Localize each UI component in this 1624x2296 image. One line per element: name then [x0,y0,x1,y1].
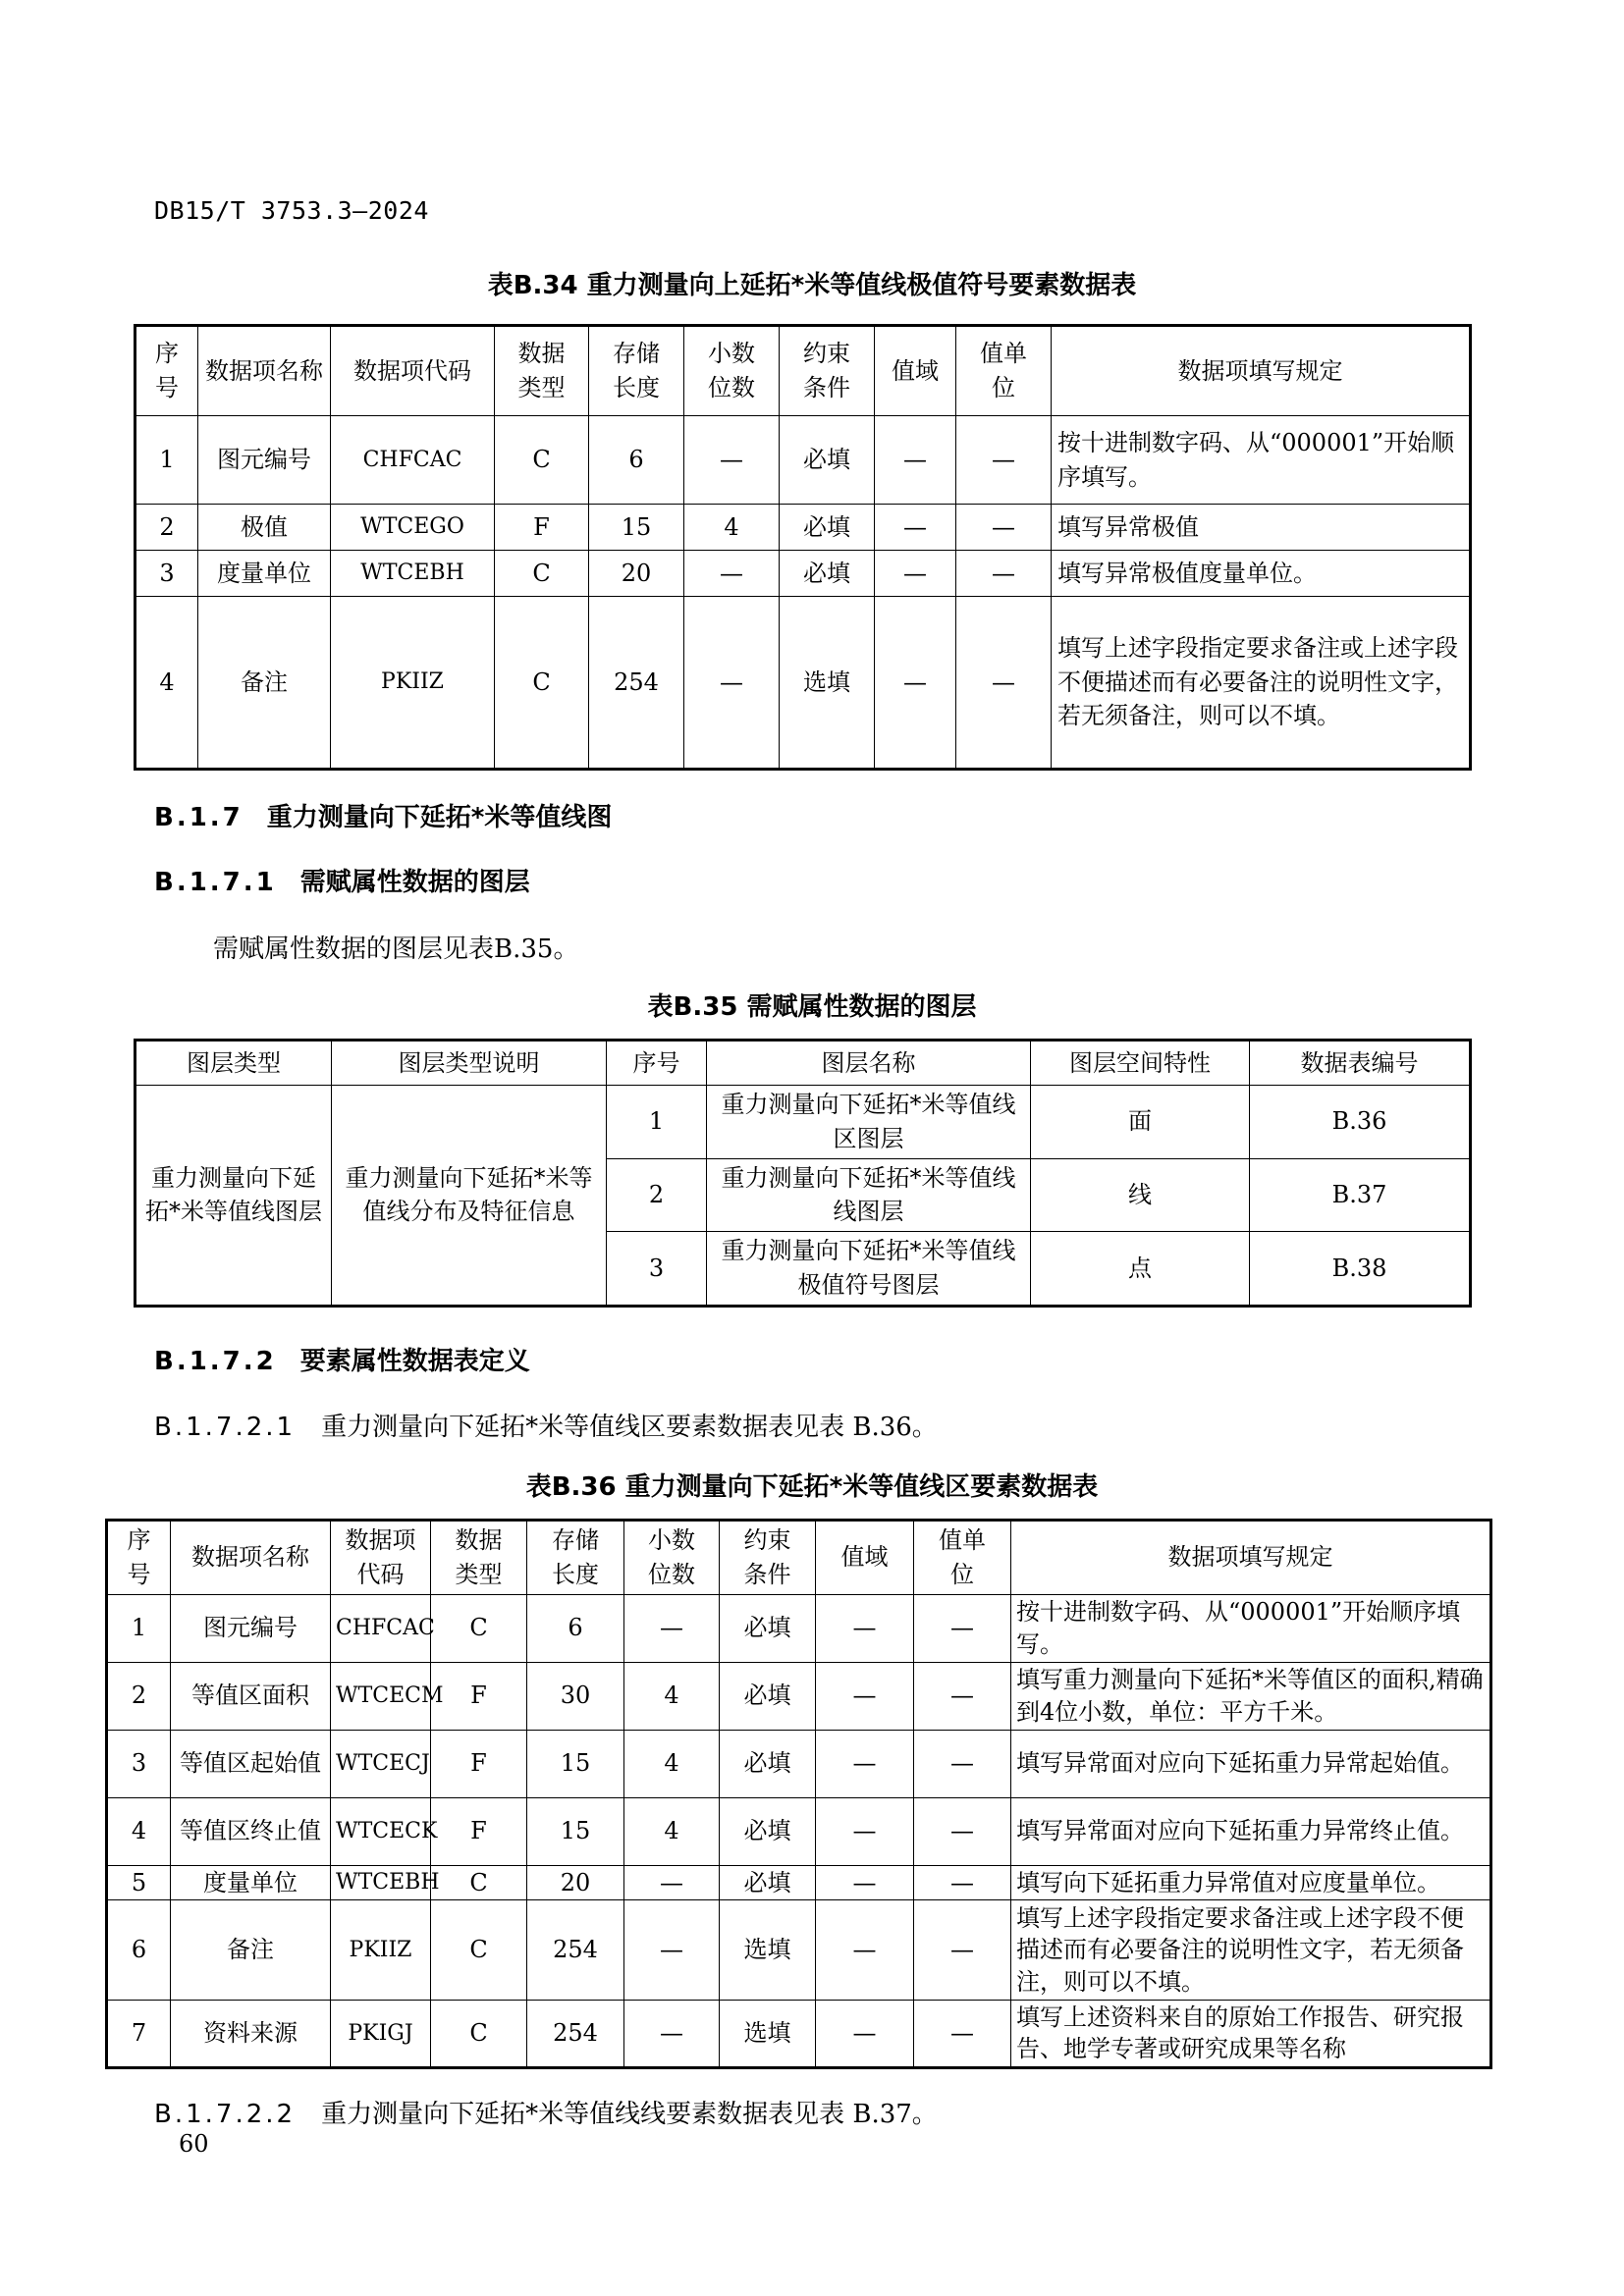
table-cell: 必填 [720,1594,816,1662]
column-header: 图层空间特性 [1031,1041,1250,1086]
column-header: 存储 长度 [589,326,684,416]
table-cell: 2 [107,1662,171,1730]
column-header: 数据项填写规定 [1011,1521,1491,1595]
layer-description-cell: 重力测量向下延拓*米等值线分布及特征信息 [332,1086,607,1307]
table-row [107,1899,1491,2000]
table-cell: 4 [624,1662,720,1730]
column-header: 序 号 [135,326,198,416]
table-cell: 15 [527,1797,624,1865]
column-header: 数据项填写规定 [1052,326,1471,416]
table-cell: — [624,1899,720,2000]
table-cell: 按十进制数字码、从“000001”开始顺序填写。 [1011,1594,1491,1662]
paragraph-b171: 需赋属性数据的图层见表B.35。 [213,934,579,964]
table-cell: 254 [527,2000,624,2067]
table-b34 [134,324,1472,771]
table-cell: 20 [589,551,684,597]
table-cell: 必填 [720,1797,816,1865]
table-cell: — [816,2000,914,2067]
table-b35-caption: 表B.35 需赋属性数据的图层 [647,992,977,1022]
table-row [107,2000,1491,2067]
table-row [107,1865,1491,1899]
table-cell: 4 [624,1797,720,1865]
table-cell: — [816,1865,914,1899]
table-cell: F [431,1730,527,1797]
table-cell: — [875,597,956,770]
table-b36 [105,1519,1492,2069]
table-cell: 图元编号 [198,416,331,505]
table-cell: 4 [107,1797,171,1865]
table-cell: — [914,1594,1011,1662]
table-cell: 填写向下延拓重力异常值对应度量单位。 [1011,1865,1491,1899]
section-title: 要素属性数据表定义 [299,1347,530,1376]
table-cell: PKIGJ [331,2000,431,2067]
table-cell: F [431,1797,527,1865]
table-cell: CHFCAC [331,1594,431,1662]
table-cell: C [431,1594,527,1662]
table-cell: — [914,1865,1011,1899]
table-cell: 重力测量向下延拓*米等值线极值符号图层 [707,1232,1031,1307]
section-text: 重力测量向下延拓*米等值线线要素数据表见表 B.37。 [321,2100,938,2129]
section-number: B.1.7.2.1 [154,1413,297,1442]
table-cell: 3 [607,1232,707,1307]
table-cell: — [914,2000,1011,2067]
table-cell: 度量单位 [171,1865,331,1899]
table-cell: 填写异常面对应向下延拓重力异常终止值。 [1011,1797,1491,1865]
table-cell: 254 [527,1899,624,2000]
table-row [135,416,1471,505]
table-cell: 填写重力测量向下延拓*米等值区的面积,精确到4位小数，单位：平方千米。 [1011,1662,1491,1730]
table-cell: 线 [1031,1158,1250,1232]
table-cell: 填写异常面对应向下延拓重力异常起始值。 [1011,1730,1491,1797]
column-header: 图层类型说明 [332,1041,607,1086]
column-header: 图层类型 [135,1041,332,1086]
layer-type-cell: 重力测量向下延拓*米等值线图层 [135,1086,332,1307]
table-cell: 4 [624,1730,720,1797]
table-cell: F [495,505,589,551]
column-header: 值域 [816,1521,914,1595]
table-cell: 等值区起始值 [171,1730,331,1797]
column-header: 值单 位 [956,326,1052,416]
table-cell: — [956,505,1052,551]
table-cell: 选填 [720,1899,816,2000]
column-header: 数据项 代码 [331,1521,431,1595]
table-cell: WTCECJ [331,1730,431,1797]
table-cell: — [914,1899,1011,2000]
section-text: 重力测量向下延拓*米等值线区要素数据表见表 B.36。 [321,1413,938,1442]
table-cell: 必填 [780,551,875,597]
page-number: 60 [179,2130,209,2158]
table-cell: 6 [527,1594,624,1662]
section-b171-heading [154,862,530,898]
table-cell: — [914,1730,1011,1797]
table-cell: C [431,1865,527,1899]
table-b35 [134,1039,1472,1308]
table-cell: PKIIZ [331,597,495,770]
table-cell: 按十进制数字码、从“000001”开始顺序填写。 [1052,416,1471,505]
table-cell: — [816,1797,914,1865]
table-cell: 必填 [720,1662,816,1730]
column-header: 数据项名称 [198,326,331,416]
table-cell: 必填 [780,505,875,551]
table-cell: WTCEGO [331,505,495,551]
column-header: 存储 长度 [527,1521,624,1595]
column-header: 小数 位数 [684,326,780,416]
section-number: B.1.7.1 [154,868,277,897]
section-number: B.1.7.2.2 [154,2100,297,2129]
table-cell: 重力测量向下延拓*米等值线区图层 [707,1086,1031,1159]
column-header: 值单 位 [914,1521,1011,1595]
section-b17-heading [154,797,612,833]
table-cell: — [875,416,956,505]
table-cell: WTCECK [331,1797,431,1865]
table-cell: 3 [107,1730,171,1797]
column-header: 值域 [875,326,956,416]
table-cell: — [816,1662,914,1730]
table-cell: 填写上述字段指定要求备注或上述字段不便描述而有必要备注的说明性文字，若无须备注，则可以不填。 [1011,1899,1491,2000]
table-row [135,505,1471,551]
table-cell: 填写异常极值度量单位。 [1052,551,1471,597]
table-cell: 选填 [720,2000,816,2067]
column-header: 数据 类型 [431,1521,527,1595]
section-number: B.1.7 [154,803,244,832]
table-cell: 20 [527,1865,624,1899]
section-number: B.1.7.2 [154,1347,277,1376]
table-cell: 必填 [780,416,875,505]
table-cell: 15 [589,505,684,551]
table-cell: 选填 [780,597,875,770]
column-header: 小数 位数 [624,1521,720,1595]
table-cell: CHFCAC [331,416,495,505]
table-row [135,551,1471,597]
section-b1722-line [154,2094,938,2130]
table-cell: — [956,597,1052,770]
table-row [107,1594,1491,1662]
table-cell: 1 [135,416,198,505]
table-row [107,1797,1491,1865]
table-cell: 15 [527,1730,624,1797]
section-title: 重力测量向下延拓*米等值线图 [266,803,613,832]
table-cell: — [816,1730,914,1797]
table-cell: 等值区终止值 [171,1797,331,1865]
table-cell: — [624,2000,720,2067]
table-cell: — [624,1865,720,1899]
table-row [135,597,1471,770]
table-b36-caption: 表B.36 重力测量向下延拓*米等值线区要素数据表 [525,1472,1099,1502]
document-id: DB15/T 3753.3—2024 [154,196,429,225]
table-cell: — [956,551,1052,597]
table-cell: 资料来源 [171,2000,331,2067]
table-cell: 4 [135,597,198,770]
table-cell: — [875,551,956,597]
table-cell: — [875,505,956,551]
column-header: 数据 类型 [495,326,589,416]
table-row [107,1662,1491,1730]
table-cell: 1 [607,1086,707,1159]
table-cell: — [914,1662,1011,1730]
table-cell: PKIIZ [331,1899,431,2000]
column-header: 数据项名称 [171,1521,331,1595]
column-header: 约束 条件 [720,1521,816,1595]
column-header: 图层名称 [707,1041,1031,1086]
table-cell: — [914,1797,1011,1865]
column-header: 约束 条件 [780,326,875,416]
table-cell: — [816,1899,914,2000]
table-cell: 必填 [720,1865,816,1899]
table-cell: 30 [527,1662,624,1730]
table-cell: C [495,416,589,505]
table-b34-caption: 表B.34 重力测量向上延拓*米等值线极值符号要素数据表 [487,271,1137,300]
table-cell: — [816,1594,914,1662]
section-title: 需赋属性数据的图层 [299,868,530,897]
table-cell: 必填 [720,1730,816,1797]
section-b172-heading [154,1341,530,1377]
table-row [107,1730,1491,1797]
table-cell: — [684,597,780,770]
table-cell: 254 [589,597,684,770]
table-cell: C [431,2000,527,2067]
table-cell: C [431,1899,527,2000]
table-cell: 填写上述资料来自的原始工作报告、研究报告、地学专著或研究成果等名称 [1011,2000,1491,2067]
table-cell: 图元编号 [171,1594,331,1662]
table-cell: B.36 [1250,1086,1471,1159]
table-cell: 2 [607,1158,707,1232]
table-cell: 2 [135,505,198,551]
table-cell: 4 [684,505,780,551]
table-row [135,1086,1471,1159]
table-cell: 6 [107,1899,171,2000]
table-cell: B.38 [1250,1232,1471,1307]
table-cell: F [431,1662,527,1730]
column-header: 数据项代码 [331,326,495,416]
table-cell: 6 [589,416,684,505]
table-cell: 重力测量向下延拓*米等值线线图层 [707,1158,1031,1232]
section-b1721-line [154,1407,938,1443]
table-cell: 5 [107,1865,171,1899]
table-cell: 填写上述字段指定要求备注或上述字段不便描述而有必要备注的说明性文字，若无须备注，则可以不填。 [1052,597,1471,770]
table-cell: B.37 [1250,1158,1471,1232]
table-cell: C [495,551,589,597]
table-cell: 点 [1031,1232,1250,1307]
table-cell: 7 [107,2000,171,2067]
column-header: 序 号 [107,1521,171,1595]
table-cell: 备注 [171,1899,331,2000]
table-cell: WTCEBH [331,551,495,597]
table-cell: 1 [107,1594,171,1662]
table-cell: 度量单位 [198,551,331,597]
table-cell: 等值区面积 [171,1662,331,1730]
table-cell: — [956,416,1052,505]
column-header: 序号 [607,1041,707,1086]
table-cell: C [495,597,589,770]
column-header: 数据表编号 [1250,1041,1471,1086]
table-cell: 备注 [198,597,331,770]
table-cell: WTCECM [331,1662,431,1730]
table-cell: 面 [1031,1086,1250,1159]
table-cell: — [684,551,780,597]
table-cell: 填写异常极值 [1052,505,1471,551]
table-cell: 极值 [198,505,331,551]
table-cell: — [624,1594,720,1662]
table-cell: 3 [135,551,198,597]
table-cell: WTCEBH [331,1865,431,1899]
table-cell: — [684,416,780,505]
